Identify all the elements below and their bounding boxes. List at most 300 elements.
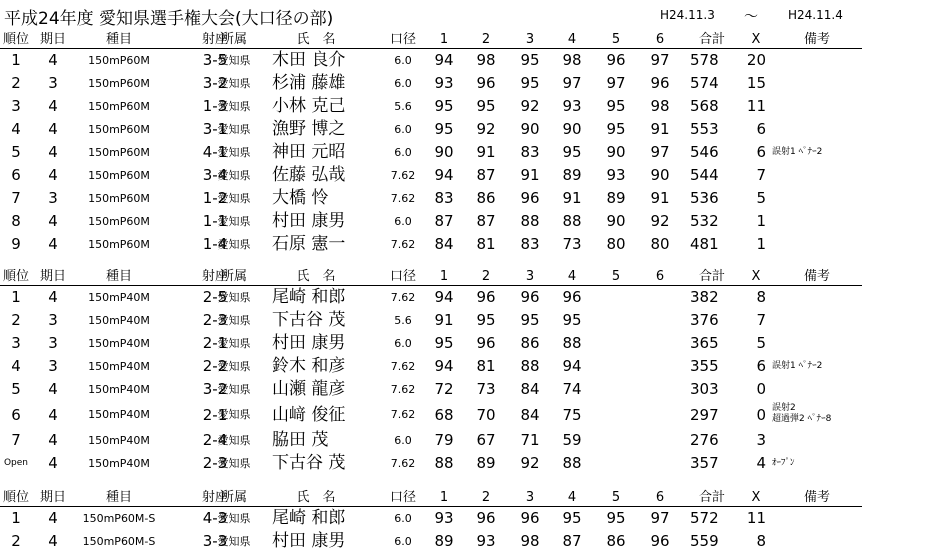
cell-total: 572 — [690, 509, 719, 527]
header-remarks: 備考 — [803, 490, 830, 505]
cell-score-1: 90 — [434, 143, 454, 161]
cell-name: 佐藤 弘哉 — [272, 165, 346, 185]
cell-x-count: 6 — [756, 357, 766, 375]
cell-day: 4 — [48, 380, 58, 398]
table-row — [0, 309, 862, 332]
cell-score-2: 95 — [476, 311, 496, 329]
cell-name: 村田 康男 — [272, 531, 346, 551]
cell-score-2: 92 — [476, 120, 496, 138]
cell-club: 愛知県 — [217, 360, 251, 373]
cell-score-2: 91 — [476, 143, 496, 161]
cell-score-4: 88 — [562, 454, 582, 472]
cell-event: 150mP60M — [88, 54, 150, 67]
cell-lane: 2-5 — [202, 288, 228, 306]
cell-score-4: 95 — [562, 509, 582, 527]
date-start: H24.11.3 — [660, 8, 715, 22]
cell-lane: 2-3 — [202, 454, 228, 472]
cell-rank: 3 — [11, 97, 21, 115]
results-section-2 — [0, 268, 862, 475]
cell-lane: 3-2 — [202, 380, 228, 398]
cell-score-3: 95 — [520, 74, 540, 92]
cell-score-2: 81 — [476, 357, 496, 375]
header-name: 氏 名 — [296, 269, 336, 284]
cell-club: 愛知県 — [217, 434, 251, 447]
cell-lane: 2-2 — [202, 357, 228, 375]
cell-caliber: 6.0 — [394, 146, 412, 159]
header-name: 氏 名 — [296, 490, 336, 505]
header-score-4: 4 — [567, 269, 577, 284]
cell-club: 愛知県 — [217, 314, 251, 327]
cell-score-3: 84 — [520, 406, 540, 424]
cell-total: 546 — [690, 143, 719, 161]
cell-event: 150mP40M — [88, 360, 150, 373]
cell-score-2: 87 — [476, 166, 496, 184]
cell-club: 愛知県 — [217, 192, 251, 205]
cell-score-6: 90 — [650, 166, 670, 184]
cell-caliber: 5.6 — [394, 100, 412, 113]
cell-x-count: 5 — [756, 334, 766, 352]
cell-score-2: 87 — [476, 212, 496, 230]
cell-score-3: 92 — [520, 97, 540, 115]
header-score-1: 1 — [439, 32, 449, 47]
cell-caliber: 7.62 — [390, 457, 416, 470]
cell-rank: 7 — [11, 431, 21, 449]
cell-caliber: 7.62 — [390, 291, 416, 304]
header-caliber: 口径 — [389, 490, 416, 505]
cell-score-1: 84 — [434, 235, 454, 253]
cell-score-3: 83 — [520, 235, 540, 253]
cell-name: 石原 憲一 — [272, 234, 346, 254]
cell-total: 276 — [690, 431, 719, 449]
cell-lane: 2-1 — [202, 334, 228, 352]
cell-score-1: 91 — [434, 311, 454, 329]
cell-score-3: 83 — [520, 143, 540, 161]
cell-day: 4 — [48, 454, 58, 472]
cell-event: 150mP60M-S — [82, 535, 156, 548]
cell-name: 杉浦 藤雄 — [272, 73, 346, 93]
header-rank: 順位 — [2, 269, 29, 284]
cell-score-1: 94 — [434, 166, 454, 184]
cell-score-4: 74 — [562, 380, 582, 398]
cell-x-count: 8 — [756, 532, 766, 550]
cell-day: 4 — [48, 166, 58, 184]
cell-lane: 3-4 — [202, 166, 228, 184]
cell-rank: 3 — [11, 334, 21, 352]
table-row — [0, 141, 862, 164]
cell-name: 尾崎 和郎 — [272, 508, 346, 528]
cell-score-6: 96 — [650, 74, 670, 92]
table-row — [0, 378, 862, 401]
cell-score-6: 91 — [650, 189, 670, 207]
header-x-count: X — [751, 269, 761, 284]
cell-score-5: 86 — [606, 532, 626, 550]
cell-event: 150mP60M — [88, 123, 150, 136]
header-score-1: 1 — [439, 490, 449, 505]
cell-total: 481 — [690, 235, 719, 253]
cell-x-count: 11 — [746, 97, 766, 115]
cell-score-3: 96 — [520, 509, 540, 527]
table-row — [0, 401, 862, 429]
cell-rank: 5 — [11, 143, 21, 161]
cell-caliber: 6.0 — [394, 77, 412, 90]
cell-rank: 9 — [11, 235, 21, 253]
cell-total: 297 — [690, 406, 719, 424]
cell-lane: 2-3 — [202, 311, 228, 329]
cell-x-count: 3 — [756, 431, 766, 449]
cell-rank: 6 — [11, 406, 21, 424]
cell-score-3: 96 — [520, 189, 540, 207]
cell-day: 3 — [48, 357, 58, 375]
cell-score-6: 92 — [650, 212, 670, 230]
table-row — [0, 72, 862, 95]
cell-event: 150mP60M — [88, 146, 150, 159]
page-title: 平成24年度 愛知県選手権大会(大口径の部) — [4, 9, 334, 29]
header-club: 所属 — [220, 490, 247, 505]
cell-club: 愛知県 — [217, 408, 251, 421]
table-row — [0, 507, 862, 530]
table-row — [0, 233, 862, 256]
cell-remarks: 誤射2 超過弾2 ﾍﾟﾅｰ8 — [772, 403, 832, 424]
cell-score-2: 81 — [476, 235, 496, 253]
cell-day: 3 — [48, 311, 58, 329]
cell-club: 愛知県 — [217, 291, 251, 304]
cell-score-2: 73 — [476, 380, 496, 398]
cell-total: 376 — [690, 311, 719, 329]
cell-event: 150mP60M — [88, 169, 150, 182]
cell-day: 4 — [48, 288, 58, 306]
cell-club: 愛知県 — [217, 77, 251, 90]
cell-x-count: 1 — [756, 212, 766, 230]
table-row — [0, 530, 862, 553]
header-remarks: 備考 — [803, 32, 830, 47]
cell-event: 150mP40M — [88, 434, 150, 447]
cell-lane: 1-2 — [202, 189, 228, 207]
cell-lane: 3-2 — [202, 74, 228, 92]
cell-score-1: 94 — [434, 51, 454, 69]
cell-score-3: 98 — [520, 532, 540, 550]
cell-score-1: 95 — [434, 97, 454, 115]
header-row — [0, 489, 862, 507]
cell-caliber: 7.62 — [390, 408, 416, 421]
cell-x-count: 7 — [756, 166, 766, 184]
cell-remarks: 誤射1 ﾍﾟﾅｰ2 — [772, 147, 823, 157]
header-caliber: 口径 — [389, 269, 416, 284]
cell-score-1: 79 — [434, 431, 454, 449]
header-x-count: X — [751, 490, 761, 505]
cell-score-4: 75 — [562, 406, 582, 424]
cell-rank: 2 — [11, 74, 21, 92]
cell-event: 150mP40M — [88, 291, 150, 304]
cell-score-4: 96 — [562, 288, 582, 306]
header-event: 種目 — [105, 32, 132, 47]
header-score-4: 4 — [567, 32, 577, 47]
header-caliber: 口径 — [389, 32, 416, 47]
header-score-5: 5 — [611, 490, 621, 505]
cell-caliber: 6.0 — [394, 512, 412, 525]
header-score-6: 6 — [655, 490, 665, 505]
cell-event: 150mP40M — [88, 314, 150, 327]
cell-day: 4 — [48, 97, 58, 115]
cell-x-count: 1 — [756, 235, 766, 253]
cell-score-1: 93 — [434, 509, 454, 527]
cell-score-6: 97 — [650, 509, 670, 527]
table-row — [0, 332, 862, 355]
cell-rank: 4 — [11, 357, 21, 375]
cell-caliber: 6.0 — [394, 123, 412, 136]
cell-day: 4 — [48, 143, 58, 161]
header-score-2: 2 — [481, 490, 491, 505]
cell-event: 150mP60M — [88, 238, 150, 251]
cell-rank: 2 — [11, 532, 21, 550]
header-x-count: X — [751, 32, 761, 47]
cell-name: 鈴木 和彦 — [272, 356, 346, 376]
cell-club: 愛知県 — [217, 146, 251, 159]
cell-total: 355 — [690, 357, 719, 375]
date-separator: ～ — [744, 9, 758, 25]
cell-total: 553 — [690, 120, 719, 138]
header-lane: 射座 — [201, 269, 228, 284]
cell-name: 山﨑 俊征 — [272, 405, 346, 425]
cell-total: 544 — [690, 166, 719, 184]
cell-total: 365 — [690, 334, 719, 352]
cell-club: 愛知県 — [217, 383, 251, 396]
cell-x-count: 4 — [756, 454, 766, 472]
cell-x-count: 6 — [756, 120, 766, 138]
header-day: 期日 — [39, 32, 66, 47]
header-score-3: 3 — [525, 32, 535, 47]
table-row — [0, 95, 862, 118]
cell-score-4: 89 — [562, 166, 582, 184]
cell-score-1: 94 — [434, 288, 454, 306]
cell-day: 4 — [48, 212, 58, 230]
cell-day: 3 — [48, 189, 58, 207]
cell-score-3: 86 — [520, 334, 540, 352]
cell-event: 150mP40M — [88, 408, 150, 421]
cell-club: 愛知県 — [217, 215, 251, 228]
cell-event: 150mP60M-S — [82, 512, 156, 525]
cell-score-6: 97 — [650, 51, 670, 69]
cell-x-count: 0 — [756, 406, 766, 424]
cell-name: 村田 康男 — [272, 333, 346, 353]
cell-lane: 4-1 — [202, 143, 228, 161]
cell-score-4: 98 — [562, 51, 582, 69]
cell-score-5: 93 — [606, 166, 626, 184]
cell-lane: 1-3 — [202, 97, 228, 115]
cell-score-1: 88 — [434, 454, 454, 472]
cell-club: 愛知県 — [217, 337, 251, 350]
cell-rank: 4 — [11, 120, 21, 138]
table-row — [0, 355, 862, 378]
cell-name: 漁野 博之 — [272, 119, 346, 139]
cell-score-2: 95 — [476, 97, 496, 115]
table-row — [0, 118, 862, 141]
header-club: 所属 — [220, 32, 247, 47]
cell-day: 4 — [48, 235, 58, 253]
cell-total: 578 — [690, 51, 719, 69]
cell-score-2: 93 — [476, 532, 496, 550]
cell-lane: 2-4 — [202, 431, 228, 449]
cell-day: 4 — [48, 406, 58, 424]
cell-score-5: 90 — [606, 212, 626, 230]
header-score-1: 1 — [439, 269, 449, 284]
cell-club: 愛知県 — [217, 169, 251, 182]
cell-club: 愛知県 — [217, 512, 251, 525]
cell-score-6: 91 — [650, 120, 670, 138]
cell-score-4: 95 — [562, 311, 582, 329]
cell-total: 303 — [690, 380, 719, 398]
cell-name: 木田 良介 — [272, 50, 346, 70]
cell-event: 150mP40M — [88, 383, 150, 396]
cell-score-1: 68 — [434, 406, 454, 424]
cell-score-4: 88 — [562, 334, 582, 352]
cell-score-5: 89 — [606, 189, 626, 207]
header-event: 種目 — [105, 269, 132, 284]
header-lane: 射座 — [201, 490, 228, 505]
cell-score-3: 95 — [520, 311, 540, 329]
date-end: H24.11.4 — [788, 8, 843, 22]
header-total: 合計 — [698, 32, 725, 47]
cell-caliber: 5.6 — [394, 314, 412, 327]
cell-x-count: 6 — [756, 143, 766, 161]
table-row — [0, 210, 862, 233]
cell-total: 532 — [690, 212, 719, 230]
table-row — [0, 49, 862, 72]
cell-score-4: 88 — [562, 212, 582, 230]
cell-score-6: 96 — [650, 532, 670, 550]
cell-score-2: 96 — [476, 74, 496, 92]
cell-caliber: 7.62 — [390, 360, 416, 373]
cell-total: 536 — [690, 189, 719, 207]
header-row — [0, 31, 862, 49]
cell-score-2: 98 — [476, 51, 496, 69]
header-day: 期日 — [39, 490, 66, 505]
cell-score-3: 90 — [520, 120, 540, 138]
header-day: 期日 — [39, 269, 66, 284]
header-rank: 順位 — [2, 32, 29, 47]
cell-score-2: 96 — [476, 288, 496, 306]
cell-caliber: 6.0 — [394, 337, 412, 350]
cell-name: 脇田 茂 — [272, 430, 329, 450]
cell-score-5: 97 — [606, 74, 626, 92]
header-total: 合計 — [698, 269, 725, 284]
header-score-5: 5 — [611, 269, 621, 284]
cell-score-4: 90 — [562, 120, 582, 138]
cell-score-2: 67 — [476, 431, 496, 449]
cell-score-1: 94 — [434, 357, 454, 375]
cell-score-1: 83 — [434, 189, 454, 207]
cell-day: 4 — [48, 532, 58, 550]
cell-caliber: 6.0 — [394, 434, 412, 447]
cell-total: 568 — [690, 97, 719, 115]
cell-remarks: 誤射1 ﾍﾟﾅｰ2 — [772, 361, 823, 371]
cell-total: 357 — [690, 454, 719, 472]
cell-rank: 1 — [11, 509, 21, 527]
cell-score-6: 98 — [650, 97, 670, 115]
header-score-2: 2 — [481, 269, 491, 284]
cell-club: 愛知県 — [217, 457, 251, 470]
table-row — [0, 187, 862, 210]
cell-lane: 1-1 — [202, 212, 228, 230]
cell-lane: 4-3 — [202, 509, 228, 527]
cell-total: 382 — [690, 288, 719, 306]
cell-x-count: 11 — [746, 509, 766, 527]
table-row — [0, 164, 862, 187]
header-name: 氏 名 — [296, 32, 336, 47]
cell-event: 150mP60M — [88, 100, 150, 113]
cell-x-count: 8 — [756, 288, 766, 306]
cell-score-4: 93 — [562, 97, 582, 115]
cell-event: 150mP40M — [88, 457, 150, 470]
cell-score-1: 89 — [434, 532, 454, 550]
cell-day: 4 — [48, 120, 58, 138]
cell-name: 大橋 怜 — [272, 188, 329, 208]
table-row — [0, 286, 862, 309]
cell-score-6: 97 — [650, 143, 670, 161]
cell-score-4: 91 — [562, 189, 582, 207]
cell-name: 山瀬 龍彦 — [272, 379, 346, 399]
cell-score-5: 95 — [606, 509, 626, 527]
cell-name: 神田 元昭 — [272, 142, 346, 162]
cell-score-3: 95 — [520, 51, 540, 69]
header-score-3: 3 — [525, 490, 535, 505]
cell-name: 下古谷 茂 — [272, 453, 346, 473]
cell-name: 下古谷 茂 — [272, 310, 346, 330]
cell-club: 愛知県 — [217, 54, 251, 67]
cell-score-3: 88 — [520, 212, 540, 230]
cell-caliber: 7.62 — [390, 383, 416, 396]
cell-x-count: 7 — [756, 311, 766, 329]
cell-score-4: 73 — [562, 235, 582, 253]
cell-caliber: 7.62 — [390, 192, 416, 205]
cell-score-5: 95 — [606, 97, 626, 115]
cell-score-4: 87 — [562, 532, 582, 550]
cell-rank: 1 — [11, 51, 21, 69]
cell-x-count: 15 — [746, 74, 766, 92]
table-row — [0, 452, 862, 475]
cell-club: 愛知県 — [217, 535, 251, 548]
cell-remarks: ｵｰﾌﾟﾝ — [772, 458, 795, 468]
header-remarks: 備考 — [803, 269, 830, 284]
cell-rank: 8 — [11, 212, 21, 230]
cell-lane: 3-1 — [202, 120, 228, 138]
cell-event: 150mP60M — [88, 192, 150, 205]
cell-club: 愛知県 — [217, 100, 251, 113]
cell-day: 4 — [48, 51, 58, 69]
cell-caliber: 6.0 — [394, 215, 412, 228]
cell-day: 3 — [48, 334, 58, 352]
cell-score-2: 86 — [476, 189, 496, 207]
cell-club: 愛知県 — [217, 238, 251, 251]
header-event: 種目 — [105, 490, 132, 505]
header-score-4: 4 — [567, 490, 577, 505]
results-section-1 — [0, 31, 862, 256]
header-row — [0, 268, 862, 286]
header-club: 所属 — [220, 269, 247, 284]
cell-rank: 2 — [11, 311, 21, 329]
cell-day: 3 — [48, 74, 58, 92]
cell-score-4: 95 — [562, 143, 582, 161]
cell-lane: 1-4 — [202, 235, 228, 253]
cell-score-1: 95 — [434, 120, 454, 138]
cell-day: 4 — [48, 431, 58, 449]
cell-event: 150mP60M — [88, 77, 150, 90]
cell-name: 村田 康男 — [272, 211, 346, 231]
header-score-6: 6 — [655, 32, 665, 47]
cell-event: 150mP40M — [88, 337, 150, 350]
cell-rank: 1 — [11, 288, 21, 306]
cell-score-3: 71 — [520, 431, 540, 449]
cell-rank: 5 — [11, 380, 21, 398]
